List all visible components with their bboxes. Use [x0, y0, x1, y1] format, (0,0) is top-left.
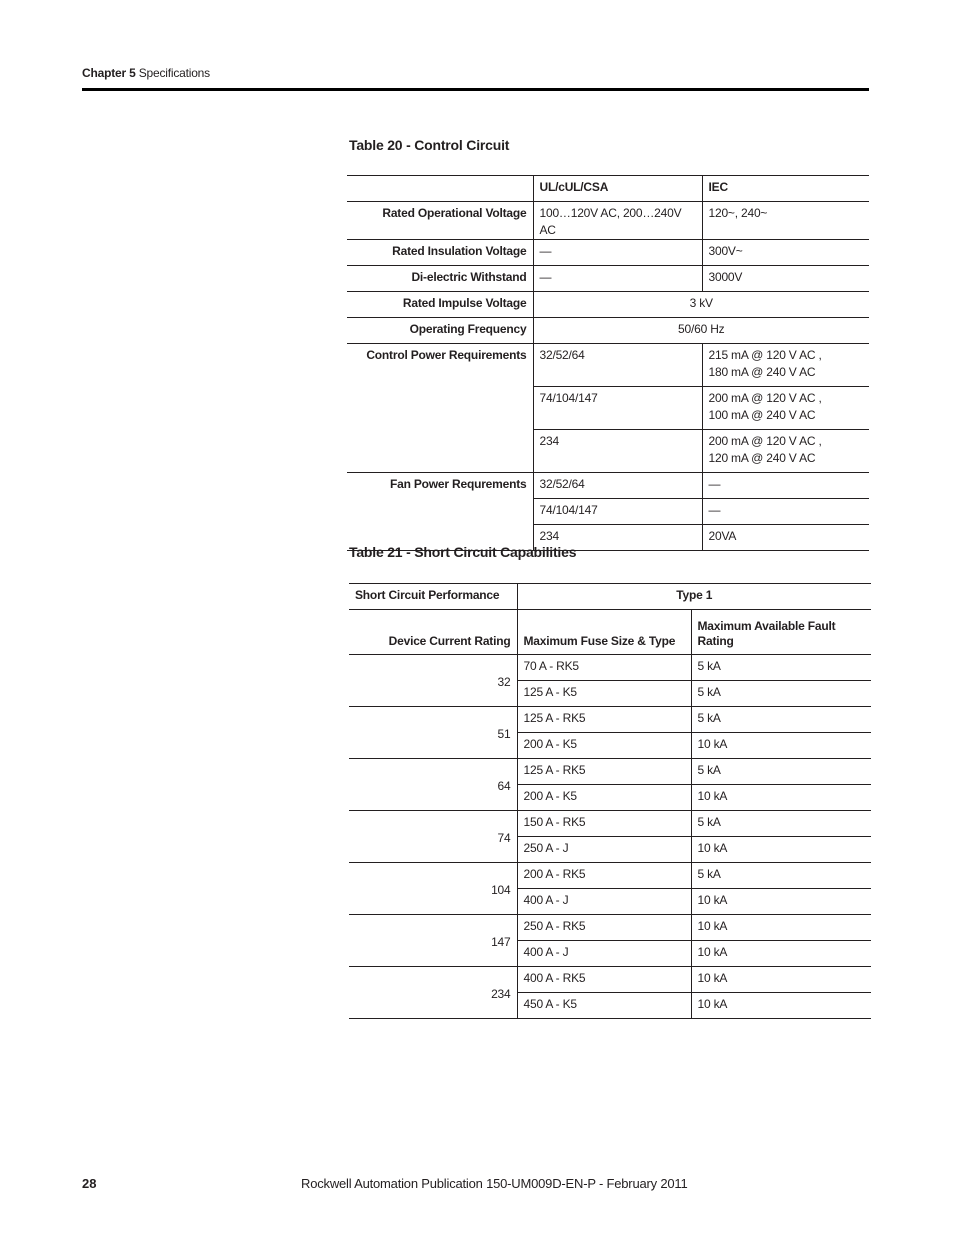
fuse-cell: 150 A - RK5 [517, 811, 691, 837]
iec-value: 300V~ [702, 240, 869, 266]
device-rating-cell: 234 [349, 967, 517, 1019]
ul-value: — [533, 240, 702, 266]
iec-value: — [702, 499, 869, 525]
fault-rating-cell: 10 kA [691, 889, 871, 915]
device-rating-cell: 51 [349, 707, 517, 759]
column-header-blank [347, 176, 533, 202]
fuse-cell: 125 A - RK5 [517, 759, 691, 785]
fault-rating-cell: 5 kA [691, 681, 871, 707]
device-rating-cell: 64 [349, 759, 517, 811]
rating-value: 74/104/147 [533, 387, 702, 430]
device-rating-cell: 104 [349, 863, 517, 915]
row-label: Fan Power Requrements [347, 473, 533, 551]
fault-rating-cell: 5 kA [691, 759, 871, 785]
iec-value [702, 344, 869, 387]
table20-title: Table 20 - Control Circuit [349, 137, 510, 153]
publication-info: Rockwell Automation Publication 150-UM009D-EN-P - February 2011 [301, 1176, 688, 1191]
fault-rating-cell: 10 kA [691, 785, 871, 811]
iec-value: 120~, 240~ [702, 202, 869, 240]
table-row [347, 292, 869, 318]
table-row [347, 344, 869, 387]
table-row [349, 759, 871, 785]
table-header-row [349, 584, 871, 610]
fuse-cell: 200 A - K5 [517, 785, 691, 811]
short-circuit-table [349, 583, 871, 1019]
device-rating-cell: 147 [349, 915, 517, 967]
chapter-label: Chapter 5 [82, 66, 136, 80]
iec-line: 120 mA @ 240 V AC [708, 451, 816, 465]
row-label: Control Power Requirements [347, 344, 533, 473]
fault-rating-cell: 5 kA [691, 655, 871, 681]
table-row [347, 318, 869, 344]
short-circuit-body [349, 655, 871, 1019]
fuse-cell: 250 A - J [517, 837, 691, 863]
iec-value [702, 387, 869, 430]
ul-value: — [533, 266, 702, 292]
fault-rating-cell: 5 kA [691, 707, 871, 733]
column-header-ul: UL/cUL/CSA [533, 176, 702, 202]
control-circuit-table [347, 175, 869, 551]
section-label: Specifications [138, 66, 210, 80]
row-label: Di-electric Withstand [347, 266, 533, 292]
table-row [349, 655, 871, 681]
fault-rating-cell: 5 kA [691, 863, 871, 889]
table-row [349, 863, 871, 889]
table-row [349, 811, 871, 837]
table-header-row [347, 176, 869, 202]
fuse-cell: 400 A - J [517, 889, 691, 915]
row-label: Rated Impulse Voltage [347, 292, 533, 318]
table-row [349, 967, 871, 993]
iec-line: 180 mA @ 240 V AC [708, 365, 816, 379]
fuse-cell: 250 A - RK5 [517, 915, 691, 941]
row-label: Operating Frequency [347, 318, 533, 344]
page-number: 28 [82, 1176, 97, 1191]
rating-value: 74/104/147 [533, 499, 702, 525]
column-header-fault-rating: Maximum Available Fault Rating [691, 610, 871, 655]
shared-value: 3 kV [533, 292, 869, 318]
table-row [347, 473, 869, 499]
column-header-device-rating: Device Current Rating [349, 610, 517, 655]
iec-value: — [702, 473, 869, 499]
iec-value: 20VA [702, 525, 869, 551]
fuse-cell: 125 A - K5 [517, 681, 691, 707]
row-label: Rated Insulation Voltage [347, 240, 533, 266]
fault-rating-cell: 10 kA [691, 993, 871, 1019]
table21-title: Table 21 - Short Circuit Capabilities [349, 544, 577, 560]
iec-value: 3000V [702, 266, 869, 292]
table-row [347, 202, 869, 240]
row-label: Rated Operational Voltage [347, 202, 533, 240]
fault-rating-cell: 10 kA [691, 967, 871, 993]
column-header-performance: Short Circuit Performance [349, 584, 517, 610]
iec-line: 200 mA @ 120 V AC , [708, 434, 822, 448]
ul-value: 100…120V AC, 200…240V AC [533, 202, 702, 240]
iec-line: 200 mA @ 120 V AC , [708, 391, 822, 405]
fault-rating-cell: 10 kA [691, 733, 871, 759]
iec-line: 100 mA @ 240 V AC [708, 408, 816, 422]
rating-value: 32/52/64 [533, 344, 702, 387]
table-row [347, 266, 869, 292]
iec-line: 215 mA @ 120 V AC , [708, 348, 822, 362]
fault-rating-cell: 10 kA [691, 837, 871, 863]
device-rating-cell: 74 [349, 811, 517, 863]
table-row [347, 240, 869, 266]
iec-value [702, 430, 869, 473]
fuse-cell: 200 A - RK5 [517, 863, 691, 889]
fuse-cell: 400 A - RK5 [517, 967, 691, 993]
fuse-cell: 70 A - RK5 [517, 655, 691, 681]
rating-value: 234 [533, 430, 702, 473]
table-header-row [349, 610, 871, 655]
column-header-iec: IEC [702, 176, 869, 202]
rating-value: 32/52/64 [533, 473, 702, 499]
fault-rating-cell: 10 kA [691, 941, 871, 967]
fuse-cell: 450 A - K5 [517, 993, 691, 1019]
column-header-fuse: Maximum Fuse Size & Type [517, 610, 691, 655]
column-header-type: Type 1 [517, 584, 871, 610]
running-header [82, 66, 210, 80]
fuse-cell: 125 A - RK5 [517, 707, 691, 733]
fuse-cell: 200 A - K5 [517, 733, 691, 759]
shared-value: 50/60 Hz [533, 318, 869, 344]
rating-value: 234 [533, 525, 702, 551]
fuse-cell: 400 A - J [517, 941, 691, 967]
fault-rating-cell: 5 kA [691, 811, 871, 837]
header-rule [82, 88, 869, 91]
table-row [349, 707, 871, 733]
device-rating-cell: 32 [349, 655, 517, 707]
fault-rating-cell: 10 kA [691, 915, 871, 941]
table-row [349, 915, 871, 941]
